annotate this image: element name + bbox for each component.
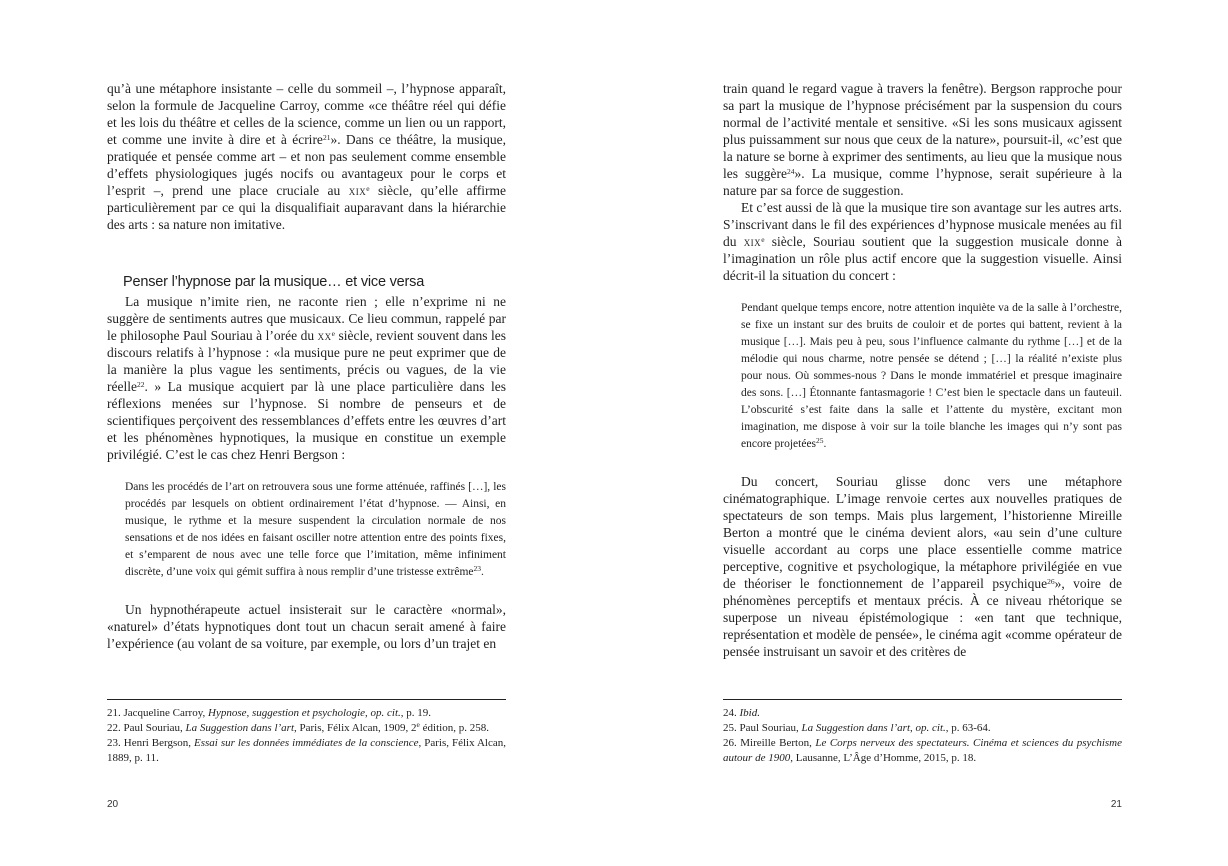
footnote-ref[interactable]: 26: [1047, 577, 1055, 586]
footnote: 24. Ibid.: [723, 707, 760, 719]
paragraph: Du concert, Souriau glisse donc vers une métaphore cinématographique. L’image renvoie certes aux nouvelles pratiques de spectateurs de son temps. Mais plus largement, l’historienne Mireille Berton a montré que le cinéma devient alors, «au sein d’une culture visuelle accordant au corps une place essentielle comme matrice perceptive, cognitive et psychologique, la métaphore privilégiée en vue de théoriser le fonctionnement de l’appareil psychique$^{26}$», voire de phénomènes perceptifs et mentaux précis. À ce niveau rhétorique se superpose un niveau épistémologique : «en tant que technique, représentation et modèle de pensée», le cinéma agit «comme opérateur de pensée instruisant un savoir et des critères de: [723, 474, 1122, 659]
page-number: 20: [107, 799, 119, 810]
page-number: 21: [1110, 799, 1122, 810]
footnote: 25. Paul Souriau, La Suggestion dans l’art, op. cit., p. 63-64.: [723, 722, 991, 734]
footnote: 23. Henri Bergson, Essai sur les données immédiates de la conscience, Paris, Félix Alcan, 1889, p. 11.: [107, 737, 506, 764]
footnote-ref[interactable]: 22: [136, 380, 145, 389]
left-footnotes: [107, 699, 506, 766]
paragraph: La musique n’imite rien, ne raconte rien ; elle n’exprime ni ne suggère de sentiments autres que musicaux. Ce lieu commun, rappelé par le philosophe Paul Souriau à l’orée du $xx^e$ siècle, revient souvent dans les discours relatifs à l’hypnose : «la musique pure ne peut exprimer que de la manière la plus vague les sentiments, précis ou vagues, de la vie réelle$^{22}$. » La musique acquiert par là une place particulière dans les réflexions menées sur l’hypnose. Si nombre de penseurs et de scientifiques perçoivent des ressemblances d’effets entre les œuvres d’art et les phénomènes hypnotiques, la musique en constitue un exemple privilégié. C’est le cas chez Henri Bergson :: [107, 294, 506, 462]
footnote-ref[interactable]: 24: [787, 167, 795, 176]
right-footnotes: [723, 699, 1122, 766]
right-body-text: [723, 80, 1122, 660]
block-quote: Dans les procédés de l’art on retrouvera sous une forme atténuée, raffinés […], les procédés par lesquels on obtient ordinairement l’état d’hypnose. — Ainsi, en musique, le rythme et la mesure suspendent la circulation normale de nos sensations et de nos idées en faisant osciller notre attention entre des points fixes, et s’emparent de nous avec une telle force que l’imitation, même infiniment discrète, d’une voix qui gémit suffira à nous remplir d’une tristesse extrême$^{23}$.: [125, 481, 506, 578]
paragraph: Et c’est aussi de là que la musique tire son avantage sur les autres arts. S’inscrivant dans le fil des expériences d’hypnose musicale menées au fil du xix$^e$ siècle, Souriau soutient que la suggestion musicale donne à l’imagination un rôle plus actif encore que la suggestion visuelle. Ainsi décrit-il la situation du concert :: [723, 200, 1122, 283]
footnote: 21. Jacqueline Carroy, Hypnose, suggestion et psychologie, op. cit., p. 19.: [107, 707, 432, 719]
right-page: [614, 0, 1228, 866]
paragraph: qu’à une métaphore insistante – celle du sommeil –, l’hypnose apparaît, selon la formule de Jacqueline Carroy, comme «ce théâtre réel qui défie et les lois du théâtre et celles de la science, comme un lien ou un rapport, et comme une invite à dire et à écrire$^{21}$». Dans ce théâtre, la musique, pratiquée et pensée comme art – et non pas seulement comme ensemble d’effets physiologiques jugés nocifs ou avantageux pour le corps et l’esprit –, prend une place cruciale au xix$^e$ siècle, qu’elle affirme particulièrement par ce qui la disqualifiait auparavant dans la hiérarchie des arts : sa nature non imitative.: [107, 81, 506, 232]
footnote-ref[interactable]: 23: [473, 564, 482, 573]
left-body-text: [107, 80, 506, 652]
paragraph: Un hypnothérapeute actuel insisterait sur le caractère «normal», «naturel» d’états hypnotiques dont tout un chacun serait amené à faire l’expérience (au volant de sa voiture, par exemple, ou lors d’un trajet en: [107, 602, 506, 651]
section-heading: Penser l’hypnose par la musique… et vice versa: [123, 274, 425, 290]
footnote: 22. Paul Souriau, La Suggestion dans l’art, Paris, Félix Alcan, 1909, 2e édition, p. 258.: [107, 720, 489, 734]
paragraph: train quand le regard vague à travers la fenêtre). Bergson rapproche pour sa part la musique de l’hypnose précisément par la suspension du cours normal de l’activité mentale et sensitive. «Si les sons musicaux agissent plus puissamment sur nous que ceux de la nature», poursuit-il, «c’est que la nature se borne à exprimer des sentiments, au lieu que la musique nous les suggère$^{24}$». La musique, comme l’hypnose, serait supérieure à la nature par sa force de suggestion.: [723, 81, 1123, 198]
block-quote: Pendant quelque temps encore, notre attention inquiète va de la salle à l’orchestre, se fixe un instant sur des bruits de couloir et de portes qui battent, revient à la musique […]. Mais peu à peu, sous l’influence calmante du rythme […] et de la mélodie qui nous charme, notre pensée se détend ; […] la réalité n’existe plus pour nous. Où sommes-nous ? Dans le monde immatériel et presque imaginaire des sons. […] Étonnante fantasmagorie ! C’est bien le spectacle dans un fauteuil. L’obscurité s’est faite dans la salle et l’attente du mystère, excitant mon imagination, me dispose à voir sur la toile blanche les images qui n’y sont pas encore projetées$^{25}$.: [741, 302, 1122, 450]
footnote-ref[interactable]: 25: [816, 436, 824, 445]
footnote: 26. Mireille Berton, Le Corps nerveux des spectateurs. Cinéma et sciences du psychisme autour de 1900, Lausanne, L’Âge d’Homme, 2015, p. 18.: [723, 737, 1122, 764]
footnote-ref[interactable]: 21: [322, 133, 331, 142]
